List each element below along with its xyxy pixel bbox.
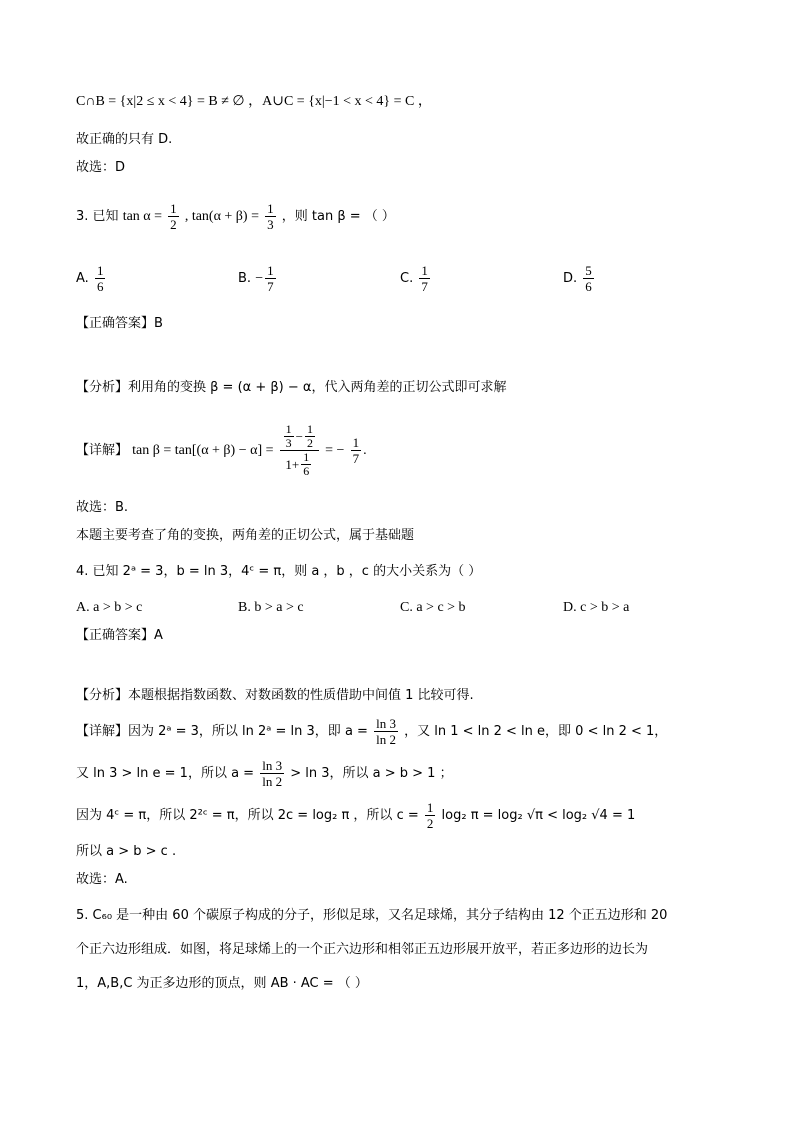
select-line-q2: 故选：D <box>76 160 126 175</box>
q4-detail-line-3: 因为 4ᶜ = π，所以 2²ᶜ = π，所以 2c = log₂ π ，所以 c = $\frac{1}{2}$ log₂ π = log₂ √π < log₂ √4 = 1 <box>76 800 636 831</box>
q4-detail-line-2: 又 ln 3 > ln e = 1，所以 a = $\frac{\ln 3}{\ln 2}$ > ln 3，所以 a > b > 1 ； <box>76 758 453 789</box>
ln3-over-ln2: $\frac{\ln 3}{\ln 2}$ <box>376 716 396 747</box>
q3-result-frac: $\frac{1}{7}$ <box>352 435 360 466</box>
q4-select: 故选：A. <box>76 872 128 887</box>
q4-detail-line-4: 所以 a > b > c . <box>76 844 177 859</box>
q3-analysis: 【分析】利用角的变换 β = (α + β) − α，代入两角差的正切公式即可求解 <box>76 380 507 395</box>
q3-detail: 【详解】 tan β = tan[(α + β) − α] = $\frac{1}{3}$ − $\frac{1}{2}$ 1+ $\frac{1}{6}$ = − $\frac{1}{7}$ . <box>76 422 367 478</box>
conclusion-line: 故正确的只有 D. <box>76 132 173 147</box>
q3-tan-sum-frac: $\frac{1}{3}$ <box>267 201 274 232</box>
ln3-over-ln2-b: $\frac{\ln 3}{\ln 2}$ <box>262 758 283 789</box>
q4-option-d: D. c > b > a <box>563 600 630 615</box>
q3-option-a: A. $\frac{1}{6}$ <box>76 263 104 294</box>
q4-option-c: C. a > c > b <box>400 600 466 615</box>
q4-answer: 【正确答案】A <box>76 628 163 643</box>
question-5-line-2: 个正六边形组成．如图，将足球烯上的一个正六边形和相邻正五边形展开放平，若正多边形的边长为 <box>76 942 649 957</box>
q3-detail-label: 【详解】 <box>76 443 129 458</box>
q4-analysis: 【分析】本题根据指数函数、对数函数的性质借助中间值 1 比较可得. <box>76 688 474 703</box>
q3-option-c: C. $\frac{1}{7}$ <box>400 263 428 294</box>
set-operations-line: C∩B = {x|2 ≤ x < 4} = B ≠ ∅ ，A∪C = {x|−1 < x < 4} = C ， <box>76 94 432 109</box>
half-frac: $\frac{1}{2}$ <box>426 800 434 831</box>
q3-option-b: B. − $\frac{1}{7}$ <box>238 263 274 294</box>
q3-prefix: 3. 已知 <box>76 209 119 224</box>
q3-answer: 【正确答案】B <box>76 316 163 331</box>
question-5-line-1: 5. C₆₀ 是一种由 60 个碳原子构成的分子，形似足球，又名足球烯，其分子结构由 12 个正五边形和 20 <box>76 908 668 923</box>
question-4-stem: 4. 已知 2ᵃ = 3，b = ln 3，4ᶜ = π，则 a ，b ，c 的大小关系为（ ） <box>76 564 482 579</box>
q4-detail-line-1: 【详解】因为 2ᵃ = 3，所以 ln 2ᵃ = ln 3，即 a = $\frac{\ln 3}{\ln 2}$ ，又 ln 1 < ln 2 < ln e，即 0 < ln 2 < 1， <box>76 716 668 747</box>
q3-tail: ，则 tan β = （ ） <box>281 209 395 224</box>
question-3-stem <box>76 200 395 234</box>
q3-tan-alpha-label: tan α = <box>122 209 163 224</box>
q3-select: 故选：B. <box>76 500 129 515</box>
question-5-line-3: 1，A,B,C 为正多边形的顶点，则 AB · AC = （ ） <box>76 976 368 991</box>
q4-option-a: A. a > b > c <box>76 600 143 615</box>
q3-detail-expr: tan β = tan[(α + β) − α] = <box>132 443 274 458</box>
q3-tan-alpha-frac: $\frac{1}{2}$ <box>170 201 177 232</box>
q3-summary: 本题主要考查了角的变换，两角差的正切公式，属于基础题 <box>76 528 415 543</box>
q3-tan-sum-label: , tan(α + β) = <box>184 209 259 224</box>
q3-detail-tail: = − <box>325 443 345 458</box>
q4-option-b: B. b > a > c <box>238 600 304 615</box>
q3-option-d: D. $\frac{5}{6}$ <box>563 263 592 294</box>
q3-complex-fraction: $\frac{1}{3}$ − $\frac{1}{2}$ 1+ $\frac{1}{6}$ <box>280 423 319 478</box>
